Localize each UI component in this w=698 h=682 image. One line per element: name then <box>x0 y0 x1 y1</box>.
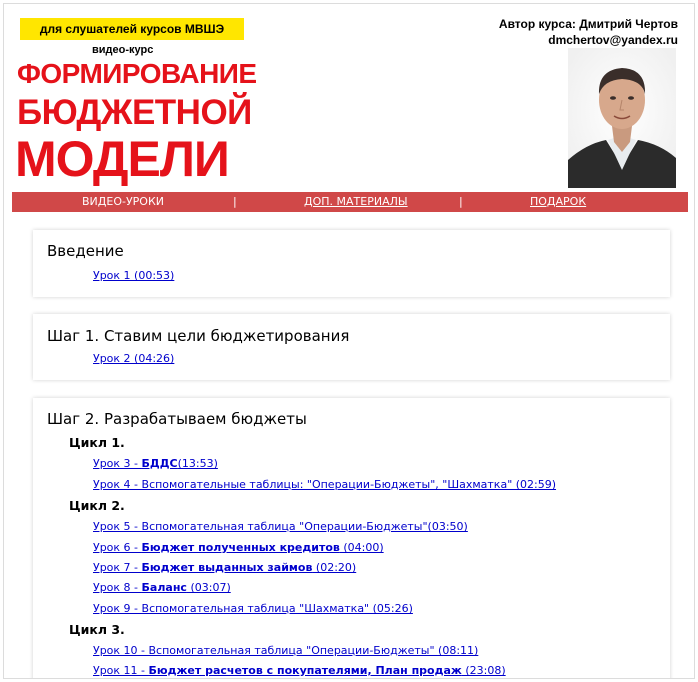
nav-separator: | <box>233 195 237 208</box>
section-intro <box>33 230 670 297</box>
author-photo <box>568 48 676 188</box>
lesson-link-1[interactable]: Урок 1 (00:53) <box>93 269 175 282</box>
header <box>12 12 688 192</box>
section-step-2 <box>33 398 670 679</box>
lesson-link-9[interactable]: Урок 9 - Вспомогательная таблица "Шахматка" (05:26) <box>93 602 413 615</box>
section-title: Введение <box>47 242 124 260</box>
lesson-link-11[interactable]: Урок 11 - Бюджет расчетов с покупателями, План продаж (23:08) <box>93 664 506 677</box>
nav-gift[interactable]: ПОДАРОК <box>530 195 587 208</box>
course-title-line-3: МОДЕЛИ <box>15 131 229 187</box>
cycle-title-2: Цикл 2. <box>69 498 125 513</box>
author-info <box>499 16 678 48</box>
nav-video-lessons[interactable]: ВИДЕО-УРОКИ <box>82 195 164 208</box>
section-step-1 <box>33 314 670 380</box>
lesson-link-8[interactable]: Урок 8 - Баланс (03:07) <box>93 581 231 594</box>
audience-badge: для слушателей курсов МВШЭ <box>20 18 244 40</box>
main-navigation <box>12 192 688 212</box>
author-name: Автор курса: Дмитрий Чертов <box>498 17 678 31</box>
lesson-link-7[interactable]: Урок 7 - Бюджет выданных займов (02:20) <box>93 561 357 574</box>
course-kind-label: видео-курс <box>92 44 154 56</box>
lesson-link-4[interactable]: Урок 4 - Вспомогательные таблицы: "Операции-Бюджеты", "Шахматка" (02:59) <box>93 478 557 491</box>
lesson-link-6[interactable]: Урок 6 - Бюджет полученных кредитов (04:00) <box>93 541 384 554</box>
nav-separator: | <box>459 195 463 208</box>
section-title: Шаг 1. Ставим цели бюджетирования <box>47 327 350 345</box>
lesson-link-2[interactable]: Урок 2 (04:26) <box>93 352 175 365</box>
cycle-title-3: Цикл 3. <box>69 622 125 637</box>
author-email: dmchertov@yandex.ru <box>548 33 678 47</box>
lesson-link-3[interactable]: Урок 3 - БДДС(13:53) <box>93 457 218 470</box>
page-frame <box>3 3 695 679</box>
lesson-link-10[interactable]: Урок 10 - Вспомогательная таблица "Операции-Бюджеты" (08:11) <box>93 644 479 657</box>
section-title: Шаг 2. Разрабатываем бюджеты <box>47 410 307 428</box>
lesson-link-5[interactable]: Урок 5 - Вспомогательная таблица "Операции-Бюджеты"(03:50) <box>93 520 468 533</box>
course-title-line-2: БЮДЖЕТНОЙ <box>17 93 252 132</box>
cycle-title-1: Цикл 1. <box>69 435 125 450</box>
course-title-line-1: ФОРМИРОВАНИЕ <box>17 58 257 89</box>
nav-extra-materials[interactable]: ДОП. МАТЕРИАЛЫ <box>304 195 408 208</box>
